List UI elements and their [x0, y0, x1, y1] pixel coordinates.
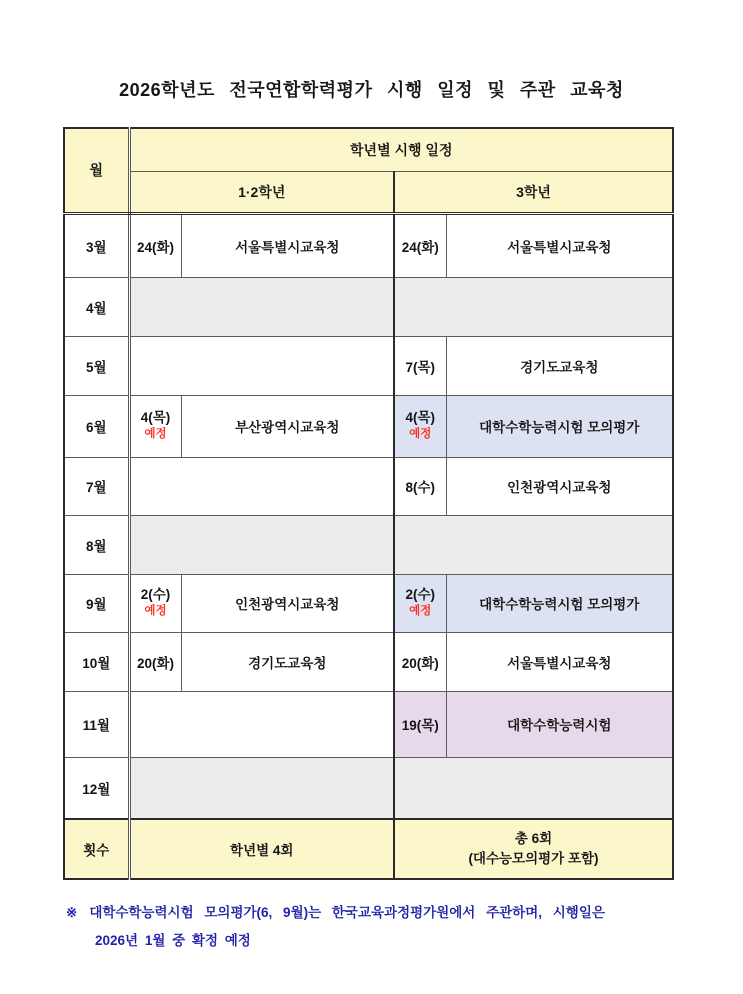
- grade12-total-cell: 학년별 4회: [129, 819, 394, 879]
- scheduled-label: 예정: [409, 428, 432, 441]
- date-text: 2(수): [405, 587, 436, 602]
- date-cell: [394, 574, 446, 632]
- row-september: [64, 574, 673, 632]
- schedule-header: 학년별 시행 일정: [129, 128, 673, 171]
- counts-label-cell: 횟수: [64, 819, 129, 879]
- month-cell: 6월: [64, 395, 129, 457]
- row-may: [64, 336, 673, 395]
- page-title: 2026학년도 전국연합학력평가 시행 일정 및 주관 교육청: [119, 80, 624, 100]
- org-cell: 인천광역시교육청: [181, 574, 394, 632]
- org-cell: 서울특별시교육청: [446, 213, 673, 277]
- date-cell: 24(화): [129, 213, 181, 277]
- empty-cell: [129, 336, 394, 395]
- empty-cell: [129, 757, 394, 819]
- month-cell: 4월: [64, 277, 129, 336]
- grade3-total-cell: [394, 819, 673, 879]
- header-row-1: [64, 128, 673, 171]
- row-march: [64, 213, 673, 277]
- footnote-line-2: 2026년 1월 중 확정 예정: [95, 933, 251, 949]
- month-cell: 7월: [64, 457, 129, 515]
- row-august: [64, 515, 673, 574]
- org-cell: 서울특별시교육청: [446, 632, 673, 691]
- row-counts: [64, 819, 673, 879]
- empty-cell: [129, 515, 394, 574]
- footnote-line-1: [66, 899, 680, 927]
- org-cell: 부산광역시교육청: [181, 395, 394, 457]
- date-cell: [129, 574, 181, 632]
- reference-mark: ※: [66, 905, 78, 920]
- date-cell: 24(화): [394, 213, 446, 277]
- month-column-header: 월: [64, 128, 129, 213]
- row-june: [64, 395, 673, 457]
- grade12-header: 1·2학년: [129, 171, 394, 213]
- empty-cell: [129, 277, 394, 336]
- empty-cell: [129, 457, 394, 515]
- schedule-table: [63, 127, 674, 880]
- month-cell: 5월: [64, 336, 129, 395]
- month-cell: 9월: [64, 574, 129, 632]
- empty-cell: [394, 277, 673, 336]
- month-cell: 3월: [64, 213, 129, 277]
- month-cell: 10월: [64, 632, 129, 691]
- org-cell: 대학수학능력시험: [446, 691, 673, 757]
- date-text: 2(수): [140, 587, 171, 602]
- date-cell: 7(목): [394, 336, 446, 395]
- date-cell: [129, 395, 181, 457]
- row-december: [64, 757, 673, 819]
- date-cell: 20(화): [394, 632, 446, 691]
- empty-cell: [394, 757, 673, 819]
- scheduled-label: 예정: [144, 605, 167, 618]
- org-cell: 경기도교육청: [446, 336, 673, 395]
- row-november: [64, 691, 673, 757]
- scheduled-label: 예정: [144, 428, 167, 441]
- month-cell: 11월: [64, 691, 129, 757]
- empty-cell: [129, 691, 394, 757]
- date-text: 4(목): [140, 410, 171, 425]
- org-cell: 인천광역시교육청: [446, 457, 673, 515]
- org-cell: 대학수학능력시험 모의평가: [446, 574, 673, 632]
- grade3-total-line2: (대수능모의평가 포함): [468, 851, 599, 866]
- date-text: 4(목): [405, 410, 436, 425]
- header-row-2: [64, 171, 673, 213]
- org-cell: 경기도교육청: [181, 632, 394, 691]
- month-cell: 8월: [64, 515, 129, 574]
- org-cell: 대학수학능력시험 모의평가: [446, 395, 673, 457]
- scheduled-label: 예정: [409, 605, 432, 618]
- grade3-header: 3학년: [394, 171, 673, 213]
- date-cell: 19(목): [394, 691, 446, 757]
- row-october: [64, 632, 673, 691]
- footnote-text-1: 대학수학능력시험 모의평가(6, 9월)는 한국교육과정평가원에서 주관하며, 시행일은: [89, 905, 605, 920]
- date-cell: 8(수): [394, 457, 446, 515]
- date-cell: [394, 395, 446, 457]
- org-cell: 서울특별시교육청: [181, 213, 394, 277]
- month-cell: 12월: [64, 757, 129, 819]
- grade3-total-line1: 총 6회: [514, 831, 553, 847]
- footnote: [66, 899, 680, 956]
- row-july: [64, 457, 673, 515]
- row-april: [64, 277, 673, 336]
- empty-cell: [394, 515, 673, 574]
- date-cell: 20(화): [129, 632, 181, 691]
